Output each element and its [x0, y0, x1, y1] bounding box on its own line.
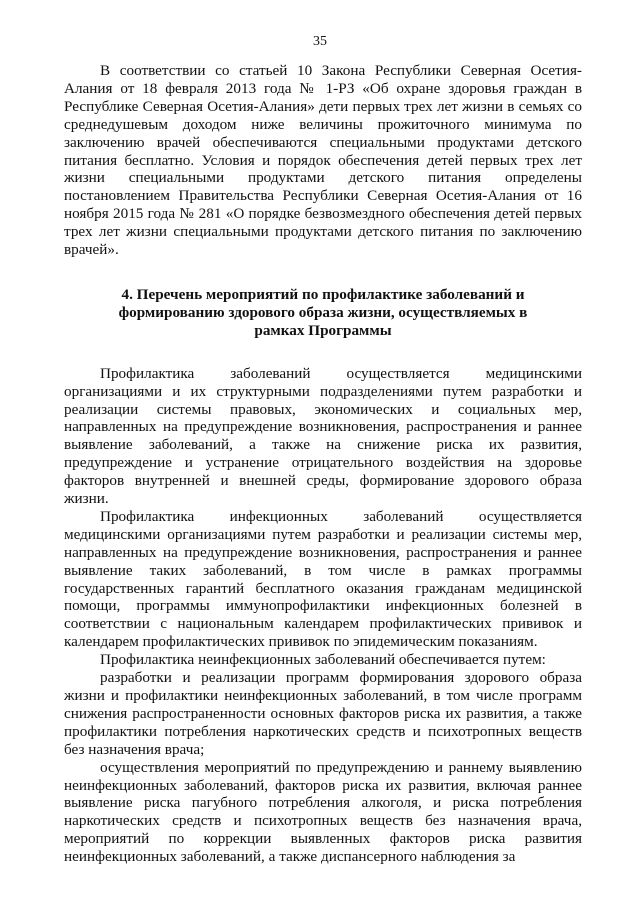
section-heading: 4. Перечень мероприятий по профилактике заболеваний и формированию здорового образа жизни, осуществляемых в рамках Программы [118, 285, 528, 339]
page-content [64, 62, 582, 866]
paragraph-disease-prevention: Профилактика заболеваний осуществляется медицинскими организациями и их структурными подразделениями путем разработки и реализации системы правовых, экономических и социальных мер, направленных на предупреждение возникновения, распространения и раннее выявление заболеваний, а также на снижение риска их развития, предупреждение и устранение отрицательного воздействия на здоровье факторов внутренней и внешней среды, формирование здорового образа жизни. [64, 364, 582, 508]
paragraph-noninfectious-intro: Профилактика неинфекционных заболеваний обеспечивается путем: [100, 651, 546, 669]
paragraph-infectious-prevention: Профилактика инфекционных заболеваний осуществляется медицинскими организациями путем разработки и реализации системы мер, направленных на предупреждение возникновения, распространения и раннее выявление таких заболеваний, в том числе в рамках программы государственных гарантий бесплатного оказания гражданам медицинской помощи, программы иммунопрофилактики инфекционных болезней в соответствии с национальным календарем профилактических прививок и календарем профилактических прививок по эпидемическим показаниям. [64, 507, 582, 651]
page-number: 35 [313, 34, 327, 49]
paragraph-programs-development: разработки и реализации программ формирования здорового образа жизни и профилактики неинфекционных заболеваний, в том числе программ снижения распространенности основных факторов риска их развития, а также профилактики потребления наркотических средств и психотропных веществ без назначения врача; [64, 669, 582, 758]
paragraph-article-10: В соответствии со статьей 10 Закона Республики Северная Осетия-Алания от 18 февраля 2013 года № 1-РЗ «Об охране здоровья граждан в Республике Северная Осетия-Алания» дети первых трех лет жизни в семьях со среднедушевым доходом ниже величины прожиточного минимума по заключению врачей обеспечиваются специальными продуктами детского питания бесплатно. Условия и порядок обеспечения детей первых трех лет жизни специальными продуктами детского питания определены постановлением Правительства Республики Северная Осетия-Алания от 16 ноября 2015 года № 281 «О порядке безвозмездного обеспечения детей первых трех лет жизни специальными продуктами детского питания по заключению врачей». [64, 62, 582, 259]
paragraph-early-detection: осуществления мероприятий по предупреждению и раннему выявлению неинфекционных заболеваний, факторов риска их развития, включая раннее выявление риска пагубного потребления алкоголя, и риска потребления наркотических средств и психотропных веществ без назначения врача, мероприятий по коррекции выявленных факторов риска развития неинфекционных заболеваний, а также диспансерного наблюдения за [64, 758, 582, 866]
